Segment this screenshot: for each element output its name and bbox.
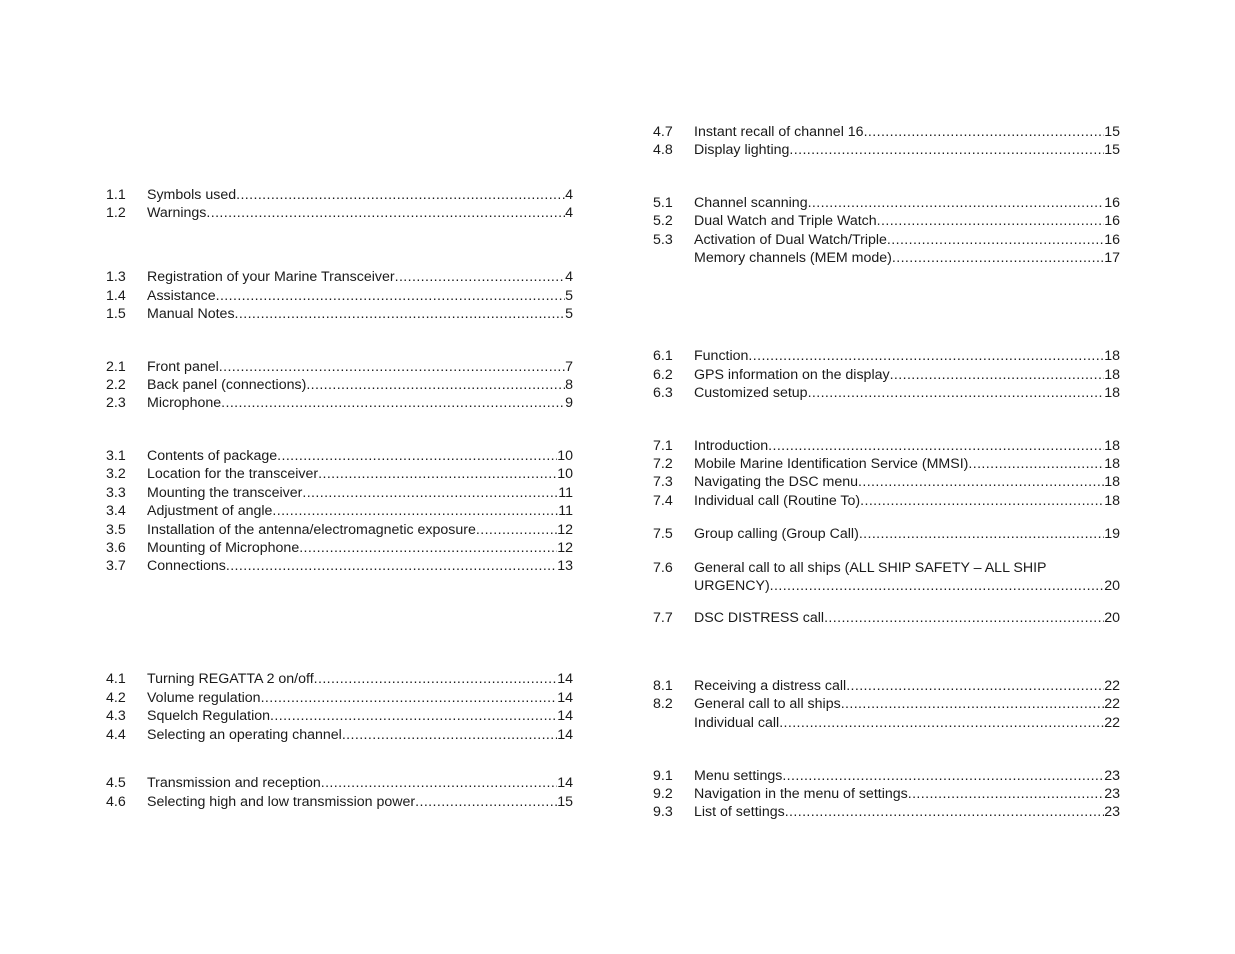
section-title: Navigating the DSC menu [694,474,859,490]
section-title: Individual call [694,715,780,731]
section-number: 3.6 [106,540,126,556]
section-title: Customized setup [694,385,808,401]
toc-entry[interactable] [653,803,1120,821]
dot-leader [768,437,1104,455]
dot-leader [808,194,1105,212]
toc-entry[interactable] [106,793,573,811]
page-number: 22 [1104,696,1120,712]
section-title: DSC DISTRESS call [694,610,825,626]
section-title: Contents of package [147,448,278,464]
section-title: Display lighting [694,142,790,158]
toc-entry[interactable] [653,559,1120,595]
dot-leader [890,366,1105,384]
section-title: Introduction [694,438,769,454]
section-number: 2.2 [106,377,126,393]
section-number: 7.5 [653,526,673,542]
toc-entry[interactable] [106,394,573,412]
section-title: Location for the transceiver [147,466,319,482]
dot-leader [476,521,557,539]
section-title: Symbols used [147,187,237,203]
section-title: URGENCY) [694,578,770,594]
dot-leader [318,465,557,483]
section-title: Menu settings [694,768,783,784]
section-title: Individual call (Routine To) [694,493,861,509]
toc-entry[interactable] [106,726,573,744]
section-title: Mounting the transceiver [147,485,303,501]
page-number: 12 [557,522,573,538]
page-number: 12 [557,540,573,556]
section-title: Selecting an operating channel [147,727,342,743]
page-number: 11 [558,503,573,519]
page-number: 18 [1104,385,1120,401]
section-number: 3.7 [106,558,126,574]
section-number: 4.2 [106,690,126,706]
toc-entry[interactable] [653,347,1120,365]
dot-leader [858,473,1104,491]
section-number: 6.1 [653,348,673,364]
dot-leader [270,707,557,725]
toc-entry[interactable] [653,525,1120,543]
page-number: 22 [1104,678,1120,694]
toc-entry[interactable] [653,767,1120,785]
section-number: 3.5 [106,522,126,538]
dot-leader [261,689,558,707]
page-number: 15 [1104,142,1120,158]
page-number: 19 [1104,526,1120,542]
page-number: 18 [1104,438,1120,454]
dot-leader [302,484,558,502]
toc-entry[interactable] [106,376,573,394]
dot-leader [887,231,1104,249]
page-number: 5 [565,306,573,322]
section-number: 7.6 [653,560,673,576]
section-title: Mobile Marine Identification Service (MMSI) [694,456,969,472]
toc-entry[interactable] [653,437,1120,455]
section-title: Back panel (connections) [147,377,307,393]
section-number: 1.2 [106,205,126,221]
toc-entry[interactable] [653,695,1120,713]
section-title: Activation of Dual Watch/Triple [694,232,887,248]
dot-leader [892,249,1104,267]
section-title: Volume regulation [147,690,261,706]
section-number: 4.5 [106,775,126,791]
page-number: 15 [1104,124,1120,140]
page-number: 23 [1104,786,1120,802]
page-number: 11 [558,485,573,501]
section-title: Microphone [147,395,222,411]
dot-leader [226,557,557,575]
toc-entry[interactable] [653,123,1120,141]
dot-leader [219,358,565,376]
page-number: 10 [557,466,573,482]
page-number: 17 [1104,250,1120,266]
page-number: 4 [565,205,573,221]
toc-entry[interactable] [106,502,573,520]
toc-entry[interactable] [106,707,573,725]
toc-entry[interactable] [653,609,1120,627]
toc-entry[interactable] [653,714,1120,732]
section-title: GPS information on the display [694,367,890,383]
section-title: Memory channels (MEM mode) [694,250,892,266]
dot-leader [968,455,1104,473]
page-number: 18 [1104,493,1120,509]
page-number: 14 [557,727,573,743]
page-number: 9 [565,395,573,411]
section-number: 3.2 [106,466,126,482]
section-number: 7.1 [653,438,673,454]
dot-leader [824,609,1104,627]
section-title: Connections [147,558,226,574]
dot-leader [748,347,1104,365]
section-number: 4.7 [653,124,673,140]
dot-leader [216,287,566,305]
page-number: 15 [557,794,573,810]
toc-entry[interactable] [106,447,573,465]
dot-leader [770,577,1105,595]
dot-leader [789,141,1104,159]
toc-entry[interactable] [106,670,573,688]
section-title: Installation of the antenna/electromagnetic exposure [147,522,476,538]
page-number: 7 [565,359,573,375]
dot-leader [235,305,566,323]
toc-entry[interactable] [653,492,1120,510]
section-title: List of settings [694,804,785,820]
toc-entry[interactable] [653,785,1120,803]
dot-leader [299,539,557,557]
section-number: 1.5 [106,306,126,322]
page-number: 22 [1104,715,1120,731]
page-number: 18 [1104,348,1120,364]
dot-leader [908,785,1104,803]
toc-entry[interactable] [653,473,1120,491]
section-number: 4.6 [106,794,126,810]
page-number: 16 [1104,195,1120,211]
section-title: Navigation in the menu of settings [694,786,908,802]
dot-leader [272,502,558,520]
toc-entry[interactable] [106,557,573,575]
section-number: 8.2 [653,696,673,712]
page-number: 16 [1104,232,1120,248]
section-number: 9.3 [653,804,673,820]
section-number: 3.1 [106,448,126,464]
dot-leader [206,204,565,222]
section-title: Manual Notes [147,306,235,322]
section-title: Selecting high and low transmission power [147,794,416,810]
section-number: 2.1 [106,359,126,375]
dot-leader [808,384,1105,402]
toc-entry[interactable] [106,689,573,707]
page-number: 18 [1104,474,1120,490]
page-number: 14 [557,671,573,687]
dot-leader [277,447,557,465]
page-number: 20 [1104,578,1120,594]
page-number: 10 [557,448,573,464]
dot-leader [859,525,1104,543]
dot-leader [236,186,565,204]
section-number: 7.4 [653,493,673,509]
dot-leader [342,726,557,744]
toc-entry[interactable] [106,186,573,204]
section-title: Receiving a distress call [694,678,847,694]
section-title: Adjustment of angle [147,503,273,519]
page-number: 23 [1104,804,1120,820]
toc-entry[interactable] [653,194,1120,212]
page-number: 23 [1104,768,1120,784]
section-number: 4.4 [106,727,126,743]
toc-entry[interactable] [653,212,1120,230]
section-title-line1: General call to all ships (ALL SHIP SAFETY – ALL SHIP [694,560,1047,576]
dot-leader [877,212,1105,230]
section-number: 9.2 [653,786,673,802]
page-number: 4 [565,187,573,203]
dot-leader [221,394,565,412]
toc-entry[interactable] [653,677,1120,695]
section-number: 4.8 [653,142,673,158]
section-title: General call to all ships [694,696,841,712]
section-title: Instant recall of channel 16 [694,124,864,140]
toc-entry[interactable] [106,204,573,222]
page-number: 18 [1104,456,1120,472]
section-number: 3.3 [106,485,126,501]
dot-leader [306,376,565,394]
toc-entry[interactable] [653,141,1120,159]
dot-leader [314,670,558,688]
section-number: 4.3 [106,708,126,724]
toc-entry[interactable] [106,465,573,483]
section-number: 7.7 [653,610,673,626]
dot-leader [321,774,557,792]
section-number: 6.2 [653,367,673,383]
toc-entry[interactable] [653,249,1120,267]
section-title: Transmission and reception [147,775,321,791]
section-number: 3.4 [106,503,126,519]
section-number: 1.4 [106,288,126,304]
dot-leader [864,123,1105,141]
toc-entry[interactable] [653,455,1120,473]
section-number: 5.2 [653,213,673,229]
toc-entry[interactable] [106,268,573,286]
page-number: 5 [565,288,573,304]
section-number: 7.2 [653,456,673,472]
section-number: 4.1 [106,671,126,687]
section-title: Group calling (Group Call) [694,526,859,542]
section-title: Front panel [147,359,219,375]
toc-entry[interactable] [653,384,1120,402]
section-title: Function [694,348,749,364]
section-number: 1.3 [106,269,126,285]
page-number: 18 [1104,367,1120,383]
section-number: 8.1 [653,678,673,694]
section-number: 6.3 [653,385,673,401]
page-number: 13 [557,558,573,574]
section-title: Warnings [147,205,207,221]
toc-entry[interactable] [106,539,573,557]
toc-entry[interactable] [653,231,1120,249]
page-number: 14 [557,690,573,706]
section-title: Registration of your Marine Transceiver [147,269,395,285]
section-title: Turning REGATTA 2 on/off [147,671,314,687]
toc-entry[interactable] [106,287,573,305]
section-number: 2.3 [106,395,126,411]
page-number: 4 [565,269,573,285]
section-title: Squelch Regulation [147,708,271,724]
dot-leader [860,492,1104,510]
dot-leader [841,695,1105,713]
section-title: Channel scanning [694,195,808,211]
page-number: 8 [565,377,573,393]
page-number: 16 [1104,213,1120,229]
page-number: 20 [1104,610,1120,626]
page-number: 14 [557,708,573,724]
toc-entry[interactable] [106,484,573,502]
dot-leader [779,714,1104,732]
section-number: 1.1 [106,187,126,203]
section-title: Dual Watch and Triple Watch [694,213,877,229]
section-number: 9.1 [653,768,673,784]
dot-leader [785,803,1105,821]
section-number: 5.1 [653,195,673,211]
dot-leader [415,793,557,811]
toc-entry[interactable] [653,366,1120,384]
toc-entry[interactable] [106,774,573,792]
dot-leader [395,268,566,286]
section-title: Mounting of Microphone [147,540,300,556]
toc-entry[interactable] [106,521,573,539]
section-number: 5.3 [653,232,673,248]
dot-leader [782,767,1104,785]
dot-leader [846,677,1104,695]
section-title: Assistance [147,288,216,304]
toc-entry[interactable] [106,305,573,323]
section-number: 7.3 [653,474,673,490]
toc-entry[interactable] [106,358,573,376]
page-number: 14 [557,775,573,791]
